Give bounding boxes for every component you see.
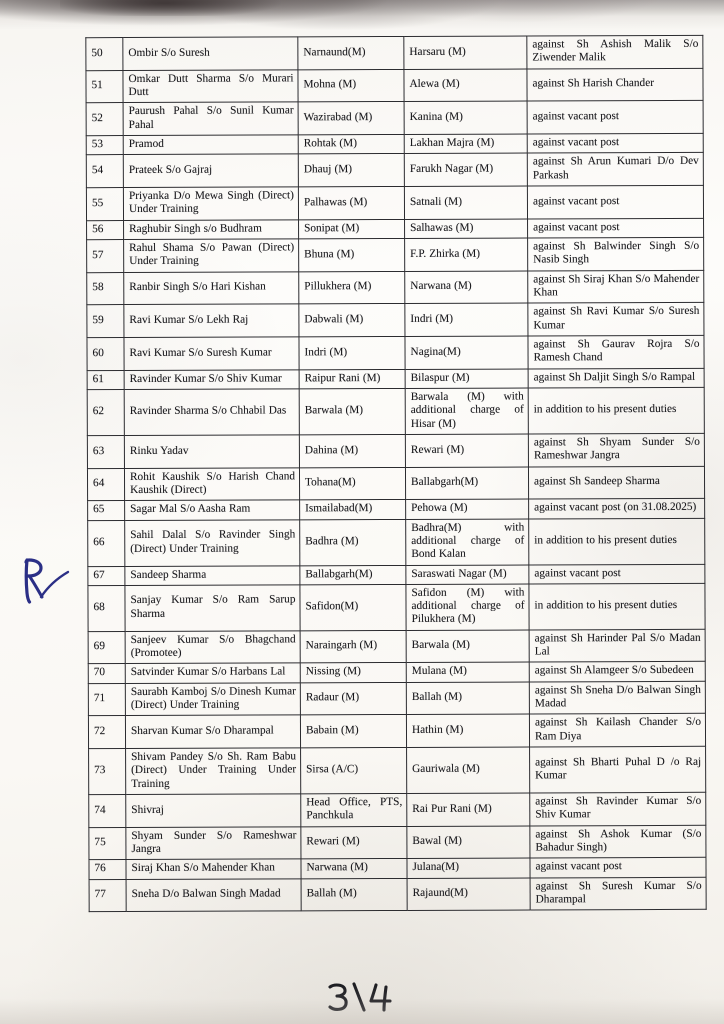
row-transferred-from: Rewari (M) <box>301 826 407 859</box>
row-transferred-to: Kanina (M) <box>404 101 527 134</box>
row-remark: against Sh Ravinder Kumar S/o Shiv Kumar <box>530 792 706 825</box>
row-person-name: Saurabh Kamboj S/o Dinesh Kumar (Direct) Under Training <box>125 683 300 716</box>
row-transferred-to: F.P. Zhirka (M) <box>405 238 528 271</box>
scan-edge-shadow-dark <box>60 0 360 16</box>
row-transferred-from: Ballah (M) <box>301 878 407 911</box>
row-transferred-from: Indri (M) <box>299 336 405 369</box>
row-remark: against Sh Shyam Sunder S/o Rameshwar Jangra <box>528 433 704 466</box>
row-serial-number: 51 <box>86 70 123 103</box>
row-serial-number: 54 <box>86 155 123 188</box>
row-transferred-to: Satnali (M) <box>404 186 527 219</box>
row-serial-number: 60 <box>87 337 124 370</box>
row-transferred-from: Naraingarh (M) <box>300 630 406 663</box>
table-row <box>87 387 704 435</box>
row-transferred-from: Wazirabad (M) <box>298 102 404 135</box>
row-transferred-to: Mulana (M) <box>406 662 529 682</box>
row-transferred-from: Sirsa (A/C) <box>301 748 407 794</box>
row-person-name: Shivraj <box>126 794 301 827</box>
row-remark: against Sh Ravi Kumar S/o Suresh Kumar <box>528 303 704 336</box>
handwritten-margin-initial <box>18 552 88 614</box>
row-transferred-to: Lakhan Majra (M) <box>404 134 527 154</box>
row-transferred-from: Raipur Rani (M) <box>299 369 405 389</box>
row-remark: against vacant post <box>529 564 705 584</box>
row-transferred-to: Rai Pur Rani (M) <box>407 793 530 826</box>
row-transferred-from: Sonipat (M) <box>299 219 405 239</box>
row-remark: in addition to his present duties <box>528 387 704 434</box>
row-serial-number: 67 <box>88 566 125 585</box>
row-remark: against Sh Ashish Malik S/o Ziwender Malik <box>527 35 703 68</box>
row-person-name: Satvinder Kumar S/o Harbans Lal <box>125 663 300 683</box>
row-remark: against Sh Sneha D/o Balwan Singh Madad <box>529 681 705 714</box>
row-transferred-from: Narwana (M) <box>301 859 407 879</box>
row-remark: in addition to his present duties <box>529 583 705 630</box>
row-person-name: Ombir S/o Suresh <box>123 37 298 70</box>
row-person-name: Shivam Pandey S/o Sh. Ram Babu (Direct) Under Training Under Training <box>126 748 301 795</box>
row-transferred-from: Badhra (M) <box>300 519 406 565</box>
row-serial-number: 58 <box>87 272 124 305</box>
row-remark: against Sh Ashok Kumar (S/o Bahadur Singh) <box>530 825 706 858</box>
row-person-name: Ravinder Kumar S/o Shiv Kumar <box>124 369 299 389</box>
row-transferred-from: Mohna (M) <box>298 69 404 102</box>
table-row <box>87 303 704 338</box>
row-person-name: Ravi Kumar S/o Suresh Kumar <box>124 337 299 370</box>
table-row <box>88 518 705 566</box>
row-serial-number: 61 <box>87 370 124 389</box>
row-serial-number: 77 <box>89 879 126 912</box>
table-row <box>89 792 706 827</box>
row-person-name: Priyanka D/o Mewa Singh (Direct) Under Training <box>123 187 298 220</box>
row-person-name: Omkar Dutt Sharma S/o Murari Dutt <box>123 70 298 103</box>
row-transferred-from: Pillukhera (M) <box>299 271 405 304</box>
row-transferred-from: Ismailabad(M) <box>300 500 406 520</box>
row-person-name: Ranbir Singh S/o Hari Kishan <box>124 271 299 304</box>
row-serial-number: 66 <box>88 520 125 566</box>
row-transferred-from: Rohtak (M) <box>298 134 404 154</box>
row-transferred-to: Bilaspur (M) <box>405 369 528 389</box>
row-remark: against Sh Bharti Puhal D /o Raj Kumar <box>530 746 706 793</box>
row-transferred-to: Farukh Nagar (M) <box>404 153 527 186</box>
table-row <box>89 746 706 794</box>
row-transferred-to: Alewa (M) <box>404 69 527 102</box>
row-remark: against vacant post <box>527 185 703 218</box>
row-transferred-to: Nagina(M) <box>405 336 528 369</box>
table-row <box>88 681 705 716</box>
row-serial-number: 57 <box>87 239 124 272</box>
row-person-name: Rinku Yadav <box>124 435 299 468</box>
row-transferred-from: Bhuna (M) <box>299 238 405 271</box>
row-transferred-to: Harsaru (M) <box>404 36 527 69</box>
page-number-glyph <box>320 979 404 1017</box>
row-serial-number: 50 <box>86 38 123 71</box>
row-transferred-to: Gauriwala (M) <box>407 747 530 793</box>
table-row <box>88 499 705 521</box>
row-person-name: Sanjeev Kumar S/o Bhagchand (Promotee) <box>125 631 300 664</box>
row-person-name: Ravi Kumar S/o Lekh Raj <box>124 304 299 337</box>
row-transferred-to: Pehowa (M) <box>406 499 529 519</box>
row-serial-number: 59 <box>87 305 124 338</box>
row-remark: against Sh Sandeep Sharma <box>528 466 704 499</box>
table-row <box>88 662 705 684</box>
row-serial-number: 68 <box>88 585 125 631</box>
row-person-name: Sagar Mal S/o Aasha Ram <box>125 500 300 520</box>
table-row <box>86 35 703 70</box>
row-serial-number: 71 <box>88 683 125 716</box>
row-transferred-to: Ballabgarh(M) <box>405 467 528 500</box>
row-serial-number: 64 <box>87 468 124 501</box>
row-remark: against vacant post <box>527 101 703 134</box>
row-remark: against Sh Harish Chander <box>527 68 703 101</box>
row-person-name: Sanjay Kumar S/o Ram Sarup Sharma <box>125 585 300 632</box>
table-row <box>87 270 704 305</box>
row-transferred-from: Nissing (M) <box>300 663 406 683</box>
row-serial-number: 76 <box>89 860 126 879</box>
row-serial-number: 63 <box>87 435 124 468</box>
table-row <box>87 237 704 272</box>
table-row <box>89 858 706 880</box>
row-serial-number: 56 <box>87 220 124 239</box>
row-serial-number: 62 <box>87 389 124 435</box>
row-serial-number: 65 <box>88 501 125 520</box>
row-serial-number: 75 <box>89 827 126 860</box>
row-transferred-to: Salhawas (M) <box>405 219 528 239</box>
row-transferred-to: Rewari (M) <box>405 434 528 467</box>
row-transferred-to: Rajaund(M) <box>407 878 530 911</box>
row-transferred-from: Narnaund(M) <box>298 36 404 69</box>
row-person-name: Sandeep Sharma <box>125 565 300 585</box>
table-row <box>87 218 704 240</box>
table-row <box>87 335 704 370</box>
row-remark: against Sh Suresh Kumar S/o Dharampal <box>530 877 706 910</box>
row-person-name: Ravinder Sharma S/o Chhabil Das <box>124 389 299 436</box>
handwritten-page-number <box>0 979 724 1022</box>
table-row <box>86 101 703 136</box>
row-person-name: Prateek S/o Gajraj <box>123 154 298 187</box>
scan-edge-shadow <box>0 0 724 30</box>
row-transferred-from: Head Office, PTS, Panchkula <box>301 794 407 827</box>
row-serial-number: 73 <box>89 749 126 795</box>
table-row <box>89 825 706 860</box>
row-transferred-to: Narwana (M) <box>405 271 528 304</box>
row-remark: against Sh Arun Kumari D/o Dev Parkash <box>527 153 703 186</box>
table-row <box>87 466 704 501</box>
row-remark: against vacant post (on 31.08.2025) <box>529 499 705 519</box>
row-transferred-from: Radaur (M) <box>300 682 406 715</box>
row-transferred-to: Bawal (M) <box>407 826 530 859</box>
table-row <box>87 433 704 468</box>
row-serial-number: 74 <box>89 795 126 828</box>
row-transferred-to: Ballah (M) <box>406 682 529 715</box>
row-transferred-from: Dahina (M) <box>299 434 405 467</box>
row-serial-number: 53 <box>86 136 123 155</box>
row-transferred-from: Dhauj (M) <box>298 154 404 187</box>
table-row <box>89 877 706 912</box>
row-transferred-to: Indri (M) <box>405 303 528 336</box>
row-transferred-to: Barwala (M) <box>406 630 529 663</box>
row-remark: against Sh Daljit Singh S/o Rampal <box>528 368 704 388</box>
table-row <box>88 714 705 749</box>
table-row <box>88 564 705 586</box>
row-transferred-from: Ballabgarh(M) <box>300 565 406 585</box>
transfer-table-container <box>87 36 702 911</box>
row-remark: against vacant post <box>528 218 704 238</box>
row-transferred-to: Safidon (M) with additional charge of Pilukhera (M) <box>406 584 529 630</box>
row-remark: in addition to his present duties <box>529 518 705 565</box>
row-person-name: Siraj Khan S/o Mahender Khan <box>126 859 301 879</box>
transfer-table-body <box>86 35 706 912</box>
transfer-table <box>85 35 706 913</box>
row-remark: against vacant post <box>527 133 703 153</box>
row-transferred-to: Hathin (M) <box>406 714 529 747</box>
row-transferred-from: Dabwali (M) <box>299 304 405 337</box>
row-person-name: Sharvan Kumar S/o Dharampal <box>125 715 300 748</box>
row-remark: against Sh Alamgeer S/o Subedeen <box>529 662 705 682</box>
row-transferred-to: Saraswati Nagar (M) <box>406 564 529 584</box>
table-row <box>86 153 703 188</box>
row-transferred-from: Palhawas (M) <box>298 186 404 219</box>
row-serial-number: 52 <box>86 103 123 136</box>
row-serial-number: 70 <box>88 664 125 683</box>
row-remark: against Sh Kailash Chander S/o Ram Diya <box>529 714 705 747</box>
row-transferred-to: Julana(M) <box>407 858 530 878</box>
row-person-name: Rohit Kaushik S/o Harish Chand Kaushik (Direct) <box>124 467 299 500</box>
row-remark: against Sh Balwinder Singh S/o Nasib Singh <box>528 237 704 270</box>
row-transferred-from: Safidon(M) <box>300 584 406 630</box>
row-serial-number: 72 <box>88 716 125 749</box>
table-row <box>86 133 703 155</box>
row-serial-number: 69 <box>88 631 125 664</box>
row-remark: against Sh Siraj Khan S/o Mahender Khan <box>528 270 704 303</box>
page-bottom-shadow <box>0 978 724 1024</box>
row-remark: against vacant post <box>530 858 706 878</box>
row-person-name: Pramod <box>123 135 298 155</box>
row-transferred-from: Babain (M) <box>300 715 406 748</box>
table-row <box>88 583 705 631</box>
table-row <box>86 68 703 103</box>
margin-initial-glyph <box>18 552 88 614</box>
table-row <box>87 368 704 390</box>
table-row <box>88 629 705 664</box>
row-transferred-from: Tohana(M) <box>299 467 405 500</box>
table-row <box>86 185 703 220</box>
row-person-name: Sneha D/o Balwan Singh Madad <box>126 879 301 912</box>
row-person-name: Paurush Pahal S/o Sunil Kumar Pahal <box>123 102 298 135</box>
row-person-name: Rahul Shama S/o Pawan (Direct) Under Training <box>124 239 299 272</box>
row-remark: against Sh Harinder Pal S/o Madan Lal <box>529 629 705 662</box>
row-transferred-to: Badhra(M) with additional charge of Bond Kalan <box>406 519 529 565</box>
row-remark: against Sh Gaurav Rojra S/o Ramesh Chand <box>528 335 704 368</box>
row-person-name: Shyam Sunder S/o Rameshwar Jangra <box>126 827 301 860</box>
row-serial-number: 55 <box>86 187 123 220</box>
row-transferred-to: Barwala (M) with additional charge of Hisar (M) <box>405 388 528 434</box>
row-person-name: Sahil Dalal S/o Ravinder Singh (Direct) Under Training <box>125 519 300 566</box>
row-person-name: Raghubir Singh s/o Budhram <box>124 219 299 239</box>
row-transferred-from: Barwala (M) <box>299 388 405 434</box>
